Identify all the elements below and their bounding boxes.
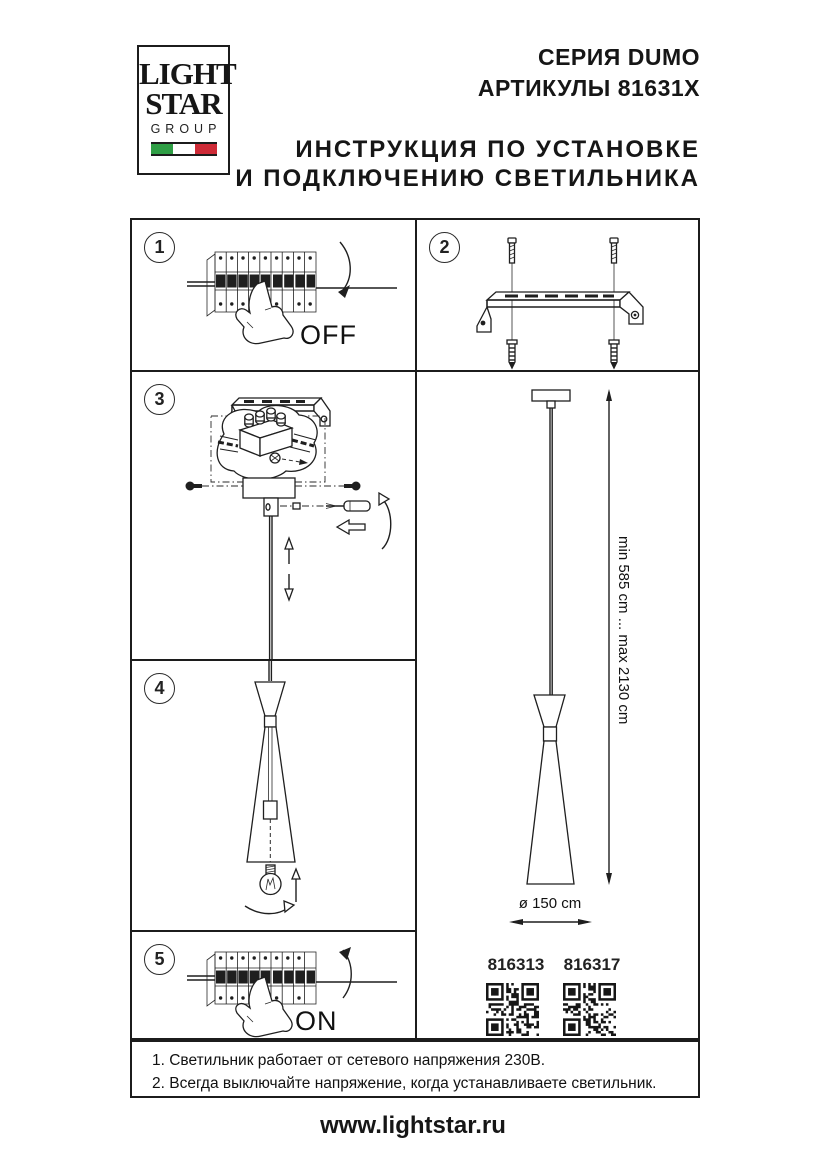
- light-bulb-icon: [260, 865, 281, 895]
- italian-flag-icon: [151, 142, 217, 156]
- wall-anchor-icon: [507, 340, 517, 369]
- logo-word-group: GROUP: [150, 122, 222, 136]
- note-2: 2. Всегда выключайте напряжение, когда устанавливаете светильник.: [152, 1075, 657, 1092]
- article-code-816313: 816313: [487, 955, 545, 974]
- set-screw-and-screwdriver-icon: [280, 501, 370, 511]
- qr-code-816317: [563, 983, 616, 1036]
- slide-left-arrow-icon: [337, 520, 365, 534]
- rotate-arrow-icon: [379, 493, 391, 549]
- step-2-badge: 2: [429, 232, 460, 263]
- breaker-strip: [187, 952, 397, 1006]
- pendant-cord: [269, 661, 271, 681]
- on-arrow-icon: [339, 947, 351, 998]
- instruction-title-line1: ИНСТРУКЦИЯ ПО УСТАНОВКЕ: [295, 136, 700, 163]
- step-4-badge: 4: [144, 673, 175, 704]
- flag-green: [151, 144, 173, 154]
- step-1-label: OFF: [300, 320, 357, 350]
- note-1: 1. Светильник работает от сетевого напряжения 230В.: [152, 1052, 546, 1069]
- height-range-label: min 585 cm ... max 2130 cm: [615, 536, 632, 725]
- step-1-breaker-drawing: [187, 230, 402, 365]
- detail-balloon: [217, 406, 317, 480]
- articles-title: АРТИКУЛЫ 81631X: [477, 75, 700, 101]
- pendant-shade-icon: [247, 682, 295, 862]
- up-down-arrows-icon: [285, 538, 293, 600]
- breaker-strip: [187, 252, 397, 316]
- step-5-label: ON: [295, 1006, 338, 1036]
- series-title: СЕРИЯ DUMO: [537, 44, 700, 70]
- mounting-bracket-icon: [477, 292, 643, 332]
- pendant-cord: [270, 516, 272, 659]
- website-url: www.lightstar.ru: [320, 1112, 506, 1139]
- step-3-connection-drawing: [132, 372, 415, 659]
- instruction-title-line2: И ПОДКЛЮЧЕНИЮ СВЕТИЛЬНИКА: [235, 165, 700, 192]
- side-screw-icon: [186, 482, 244, 491]
- diameter-dimension-arrow: [509, 919, 592, 925]
- canopy-plate-icon: [243, 478, 295, 516]
- lightstar-logo: [137, 45, 236, 175]
- instruction-title: [235, 135, 700, 193]
- safety-notes: [130, 1040, 700, 1098]
- flag-white: [173, 144, 195, 154]
- pendant-cord: [550, 408, 552, 695]
- steps-grid: [130, 218, 700, 1040]
- header-text: [235, 42, 700, 193]
- wall-anchor-icon: [609, 340, 619, 369]
- ceiling-canopy-icon: [532, 390, 570, 408]
- pendant-shade-icon: [527, 695, 574, 884]
- step-1-badge: 1: [144, 232, 175, 263]
- qr-code-816313: [486, 983, 539, 1036]
- side-screw-icon: [295, 482, 361, 491]
- grid-row-divider-3: [132, 930, 415, 932]
- off-arrow-icon: [338, 242, 350, 298]
- logo-word-star: STAR: [145, 86, 222, 121]
- mounting-screw-icon: [508, 238, 516, 340]
- step-2-bracket-drawing: [417, 220, 702, 370]
- step-4-shade-drawing: [132, 661, 415, 930]
- diameter-label: ø 150 cm: [518, 895, 582, 912]
- logo-word-light: LIGHT: [139, 56, 236, 91]
- pendant-dimensions-drawing: [417, 372, 702, 1042]
- flag-red: [195, 144, 217, 154]
- mounting-screw-icon: [610, 238, 618, 340]
- step-5-badge: 5: [144, 944, 175, 975]
- height-dimension-arrow: [606, 389, 612, 885]
- article-code-816317: 816317: [563, 955, 621, 974]
- step-3-badge: 3: [144, 384, 175, 415]
